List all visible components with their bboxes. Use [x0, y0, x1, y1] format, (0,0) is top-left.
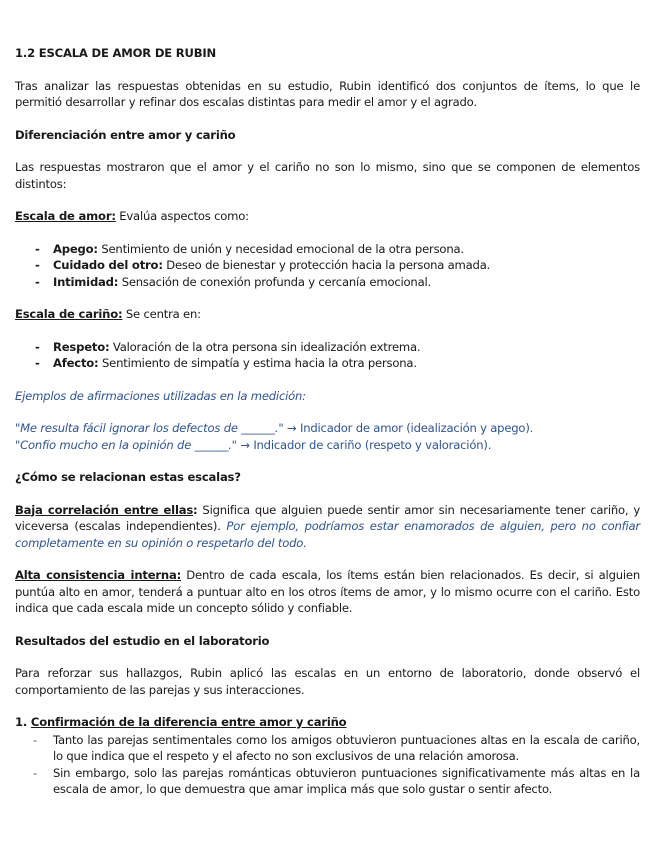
confirmation-number: 1.	[15, 715, 31, 729]
example-quote: "Me resulta fácil ignorar los defectos de ______."	[15, 421, 284, 435]
high-consistency-label: Alta consistencia interna:	[15, 568, 182, 582]
high-consistency-text: Dentro de cada escala, los ítems están bien relacionados. Es decir, si alguien puntúa alto en amor, tenderá a puntuar alto en los otros ítems de amor, y lo mismo ocurre con el cariño. Esto indica que cada escala mide un concepto sólido y confiable.	[15, 568, 640, 615]
list-item-desc: Sentimiento de unión y necesidad emocional de la otra persona.	[97, 241, 464, 256]
examples-block	[15, 420, 640, 453]
intro-paragraph: Tras analizar las respuestas obtenidas en su estudio, Rubin identificó dos conjuntos de ítems, lo que le permitió desarrollar y refinar dos escalas distintas para medir el amor y el agrado.	[15, 78, 640, 109]
list-item: - Sin embargo, solo las parejas románticas obtuvieron puntuaciones significativamente más altas en la escala de amor, lo que demuestra que amar implica más que solo gustar o sentir afecto.	[33, 765, 640, 798]
list-item-term: Respeto:	[53, 339, 110, 354]
example-result: → Indicador de amor (idealización y apego).	[283, 421, 534, 435]
list-item	[35, 241, 640, 258]
confirmation-label: Confirmación de la diferencia entre amor y cariño	[30, 715, 347, 729]
liking-scale-intro	[15, 306, 640, 323]
list-item-desc: Sentimiento de simpatía y estima hacia la otra persona.	[98, 356, 417, 370]
high-consistency-paragraph	[15, 567, 640, 617]
liking-scale-list	[15, 339, 640, 372]
list-item: - Tanto las parejas sentimentales como los amigos obtuvieron puntuaciones altas en la escala de cariño, lo que indica que el respeto y el afecto no son exclusivos de una relación amorosa.	[33, 732, 640, 765]
love-scale-intro-text: Evalúa aspectos como:	[115, 209, 249, 223]
low-correlation-colon: :	[193, 502, 198, 517]
list-item	[35, 257, 640, 274]
example-quote: "Confío mucho en la opinión de ______."	[15, 437, 237, 452]
confirmation-heading	[15, 714, 640, 731]
section-title: 1.2 ESCALA DE AMOR DE RUBIN	[15, 46, 217, 60]
low-correlation-example: Por ejemplo, podríamos estar enamorados de alguien, pero no confiar completamente en su opinión o respetarlo del todo.	[15, 519, 640, 550]
low-correlation-paragraph	[15, 502, 640, 552]
examples-heading: Ejemplos de afirmaciones utilizadas en la medición:	[15, 388, 306, 403]
list-item	[35, 274, 640, 291]
list-item-term: Apego:	[53, 241, 98, 256]
difference-heading: Diferenciación entre amor y cariño	[15, 127, 236, 142]
list-item-desc: Sensación de conexión profunda y cercanía emocional.	[118, 274, 431, 289]
low-correlation-text: Significa que alguien puede sentir amor sin necesariamente tener cariño, y viceversa (escalas independientes).	[15, 502, 640, 533]
difference-paragraph: Las respuestas mostraron que el amor y el cariño no son lo mismo, sino que se componen de elementos distintos:	[15, 160, 640, 191]
list-item-term: Intimidad:	[53, 274, 119, 289]
love-scale-label: Escala de amor:	[15, 209, 116, 223]
list-item-desc: Deseo de bienestar y protección hacia la persona amada.	[162, 258, 491, 272]
list-item-desc: Valoración de la otra persona sin idealización extrema.	[109, 339, 421, 354]
relation-heading: ¿Cómo se relacionan estas escalas?	[15, 470, 241, 484]
lab-heading: Resultados del estudio en el laboratorio	[15, 633, 270, 648]
low-correlation-label: Baja correlación entre ellas	[15, 502, 194, 517]
list-item-term: Afecto:	[53, 356, 99, 370]
love-scale-list	[15, 241, 640, 291]
list-item-term: Cuidado del otro:	[53, 258, 163, 272]
love-scale-intro	[15, 208, 640, 225]
list-item	[35, 339, 640, 356]
example-result: → Indicador de cariño (respeto y valoración).	[236, 437, 492, 452]
confirmation-list	[15, 732, 640, 798]
list-item	[35, 355, 640, 372]
lab-paragraph: Para reforzar sus hallazgos, Rubin aplicó las escalas en un entorno de laboratorio, donde observó el comportamiento de las parejas y sus interacciones.	[15, 666, 640, 697]
liking-scale-intro-text: Se centra en:	[122, 307, 201, 321]
example-line	[15, 420, 640, 437]
liking-scale-label: Escala de cariño:	[15, 307, 123, 321]
example-line	[15, 437, 640, 454]
